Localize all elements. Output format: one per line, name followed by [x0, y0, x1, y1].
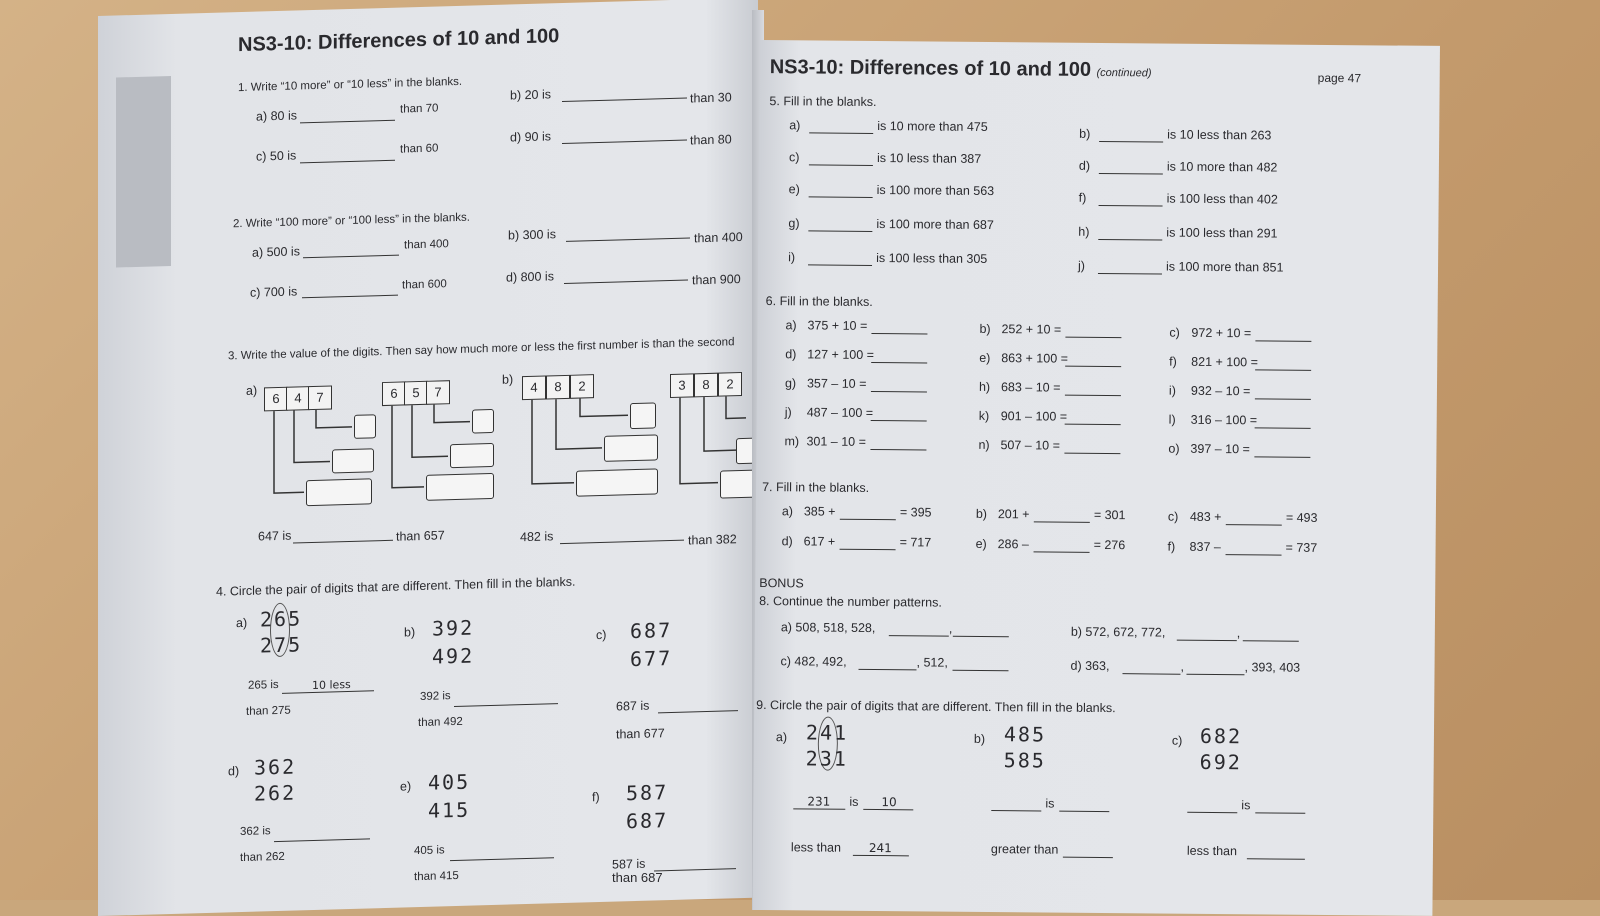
q5-a-text: is 10 more than 475	[877, 119, 988, 134]
q2c-tail: than 600	[402, 278, 447, 291]
q6-m-label: m)	[784, 434, 799, 448]
q7-e-start: 286 –	[998, 537, 1029, 551]
q7-instruction: 7. Fill in the blanks.	[762, 480, 869, 495]
q7-a-start: 385 +	[804, 504, 836, 518]
q3-line1-start: 647 is	[258, 529, 291, 544]
q8d-blank-1[interactable]	[1122, 673, 1180, 675]
continued-label: (continued)	[1096, 67, 1151, 79]
q5-f-label: f)	[1079, 191, 1087, 205]
q6-h-expr: 683 – 10 =	[1001, 380, 1061, 395]
q5-c-blank[interactable]	[809, 164, 873, 166]
q4e-tail: than 415	[414, 870, 459, 883]
q5-b-text: is 10 less than 263	[1167, 128, 1271, 143]
q9c-label: c)	[1172, 734, 1183, 748]
q9b-label: b)	[974, 732, 985, 746]
q5-j-text: is 100 more than 851	[1166, 260, 1284, 275]
q7-d-label: d)	[782, 534, 793, 548]
q2d-tail: than 900	[692, 272, 741, 287]
q7-c-label: c)	[1168, 510, 1179, 524]
q7-c-start: 483 +	[1190, 510, 1222, 524]
q4b-bottom: 492	[432, 643, 474, 668]
q6-k-blank[interactable]	[1065, 424, 1121, 425]
q5-d-label: d)	[1079, 159, 1090, 173]
q7-d-blank[interactable]	[840, 549, 896, 550]
q6-c-expr: 972 + 10 =	[1191, 326, 1251, 341]
q5-f-text: is 100 less than 402	[1167, 192, 1278, 207]
q8d-comma: ,	[1180, 660, 1184, 674]
q7-b-start: 201 +	[998, 507, 1030, 521]
q3-instruction: 3. Write the value of the digits. Then say how much more or less the first number is than the second	[228, 336, 734, 362]
q4b-line: 392 is	[420, 690, 451, 703]
q6-d-blank[interactable]	[871, 362, 927, 363]
q5-b-blank[interactable]	[1099, 141, 1163, 143]
q6-n-label: n)	[978, 438, 989, 452]
q8c-blank-1[interactable]	[859, 669, 917, 671]
q5-e-text: is 100 more than 563	[877, 183, 995, 198]
q6-m-expr: 301 – 10 =	[806, 434, 866, 449]
q3-line2-start: 482 is	[520, 529, 553, 544]
q4c-bottom: 677	[630, 646, 672, 671]
q4e-label: e)	[400, 779, 411, 793]
q3-line2-end: than 382	[688, 532, 737, 547]
q4e-bottom: 415	[428, 798, 470, 823]
q1b-tail: than 30	[690, 90, 732, 105]
q4d-label: d)	[228, 764, 239, 778]
q7-a-end: = 395	[900, 505, 932, 519]
q3-num1-hundreds: 6	[264, 387, 288, 412]
q6-o-expr: 397 – 10 =	[1190, 442, 1250, 457]
q4e-top: 405	[428, 770, 470, 795]
q6-b-blank[interactable]	[1065, 337, 1121, 338]
q6-f-label: f)	[1169, 355, 1177, 369]
q6-k-label: k)	[979, 409, 990, 423]
page-number: page 47	[1318, 71, 1362, 85]
q4c-line: 687 is	[616, 699, 649, 714]
q6-o-label: o)	[1168, 442, 1179, 456]
q9b-bottom: 585	[1004, 748, 1046, 772]
q6-b-label: b)	[979, 322, 990, 336]
q5-i-blank[interactable]	[808, 264, 872, 266]
q9c-top: 682	[1200, 724, 1242, 748]
q9a-ans1: 231	[807, 794, 830, 808]
q6-g-label: g)	[785, 376, 796, 390]
q3-num4-ones: 2	[718, 372, 742, 397]
q8b-blank-1[interactable]	[1177, 640, 1237, 642]
q1a-label: a) 80 is	[256, 108, 297, 123]
q6-g-expr: 357 – 10 =	[807, 376, 867, 391]
q5-g-text: is 100 more than 687	[876, 217, 994, 232]
q3-num3-hundreds-answer[interactable]	[576, 468, 658, 496]
q5-a-label: a)	[789, 118, 800, 132]
q5-e-blank[interactable]	[809, 196, 873, 198]
q4d-bottom: 262	[254, 780, 296, 805]
q3-num2-ones-answer[interactable]	[472, 409, 494, 434]
q3-num2-ones: 7	[426, 380, 450, 405]
q9a-top: 241	[806, 720, 848, 744]
q6-h-blank[interactable]	[1065, 395, 1121, 396]
q6-n-expr: 507 – 10 =	[1000, 438, 1060, 453]
q7-c-end: = 493	[1286, 511, 1318, 525]
q6-f-expr: 821 + 100 =	[1191, 355, 1258, 370]
q4a-label: a)	[236, 616, 247, 630]
q7-e-blank[interactable]	[1034, 551, 1090, 552]
q4f-bottom: 687	[626, 808, 668, 833]
q7-e-label: e)	[976, 537, 987, 551]
q9a-label: a)	[776, 730, 787, 744]
q7-f-end: = 737	[1286, 541, 1318, 555]
q4e-line: 405 is	[414, 844, 445, 857]
q3a-label: a)	[246, 384, 257, 398]
q4b-tail: than 492	[418, 716, 463, 729]
q4a-bottom: 275	[260, 632, 302, 657]
q4b-blank[interactable]	[454, 703, 558, 707]
q8b-blank-2[interactable]	[1243, 640, 1299, 641]
q4a-line: 265 is	[248, 679, 279, 692]
q8a-blank-2[interactable]	[953, 636, 1009, 637]
q5-d-blank[interactable]	[1099, 173, 1163, 175]
q3-num2-hundreds: 6	[382, 381, 406, 406]
q9b-blank-1[interactable]	[991, 810, 1041, 811]
q3-num3-ones-answer[interactable]	[630, 402, 656, 429]
q7-f-label: f)	[1168, 540, 1176, 554]
q6-e-blank[interactable]	[1065, 366, 1121, 367]
q8c-start: c) 482, 492,	[781, 654, 847, 669]
q3-num1-tens: 4	[286, 386, 310, 411]
q6-l-expr: 316 – 100 =	[1191, 413, 1258, 428]
q4d-line: 362 is	[240, 825, 271, 838]
q7-f-blank[interactable]	[1226, 554, 1282, 555]
q8c-blank-2[interactable]	[953, 670, 1009, 671]
q4d-blank[interactable]	[274, 838, 370, 842]
q9c-tail: less than	[1187, 844, 1237, 858]
q4a-answer: 10 less	[312, 678, 351, 692]
q2c-label: c) 700 is	[250, 284, 297, 299]
q7-e-end: = 276	[1094, 538, 1126, 552]
q9a-ans3: 241	[869, 841, 892, 855]
q3-num1-ones-answer[interactable]	[354, 414, 376, 439]
q7-f-start: 837 –	[1190, 540, 1221, 554]
page-title-right	[770, 56, 1152, 82]
q3-num2-tens-answer[interactable]	[450, 443, 494, 468]
q6-c-blank[interactable]	[1255, 340, 1311, 341]
q8b-comma: ,	[1237, 626, 1241, 640]
q9-instruction: 9. Circle the pair of digits that are different. Then fill in the blanks.	[756, 698, 1116, 715]
q3-num3-hundreds: 4	[522, 375, 546, 400]
q1-instruction: 1. Write “10 more” or “10 less” in the blanks.	[238, 76, 462, 94]
q2d-label: d) 800 is	[506, 269, 554, 284]
bonus-label: BONUS	[759, 576, 804, 590]
q1b-label: b) 20 is	[510, 87, 551, 102]
q3-num3-tens: 8	[546, 375, 570, 400]
q7-d-end: = 717	[900, 535, 932, 549]
q5-h-label: h)	[1078, 225, 1089, 239]
q3-num3-ones: 2	[570, 374, 594, 399]
title-text: NS3-10: Differences of 10 and 100	[770, 56, 1091, 81]
q6-o-blank[interactable]	[1254, 456, 1310, 457]
q6-e-label: e)	[979, 351, 990, 365]
q6-instruction: 6. Fill in the blanks.	[766, 294, 873, 309]
q4c-blank[interactable]	[658, 710, 738, 713]
q6-i-expr: 932 – 10 =	[1191, 384, 1251, 399]
q6-i-label: i)	[1169, 384, 1176, 398]
q5-e-label: e)	[789, 182, 800, 196]
q9b-blank-2[interactable]	[1059, 811, 1109, 812]
q9a-bottom: 231	[806, 746, 848, 770]
q4f-label: f)	[592, 790, 600, 804]
q9a-is: is	[849, 795, 858, 809]
q9a-ans2: 10	[881, 795, 896, 809]
q5-j-blank[interactable]	[1098, 273, 1162, 275]
q3-num1-hundreds-answer[interactable]	[306, 478, 372, 506]
q1c-label: c) 50 is	[256, 148, 296, 163]
q4c-tail: than 677	[616, 726, 665, 741]
q5-h-text: is 100 less than 291	[1166, 226, 1277, 241]
q5-i-text: is 100 less than 305	[876, 251, 987, 266]
q2b-label: b) 300 is	[508, 227, 556, 242]
q8a-comma: ,	[949, 622, 953, 636]
q4e-blank[interactable]	[450, 857, 554, 861]
q7-d-start: 617 +	[804, 534, 836, 548]
q9b-is: is	[1045, 797, 1054, 811]
q9c-is: is	[1241, 798, 1250, 812]
q6-j-blank[interactable]	[871, 420, 927, 421]
q6-l-blank[interactable]	[1255, 427, 1311, 428]
q4a-top: 265	[260, 606, 302, 631]
q4f-tail: than 687	[612, 870, 663, 885]
q1c-tail: than 60	[400, 142, 438, 155]
q5-c-label: c)	[789, 150, 800, 164]
q5-b-label: b)	[1079, 127, 1090, 141]
q3-num2-tens: 5	[404, 381, 428, 406]
q9b-tail: greater than	[991, 842, 1059, 857]
q5-c-text: is 10 less than 387	[877, 151, 981, 166]
q3-num4-tens: 8	[694, 373, 718, 398]
q4c-label: c)	[596, 628, 606, 642]
q5-g-label: g)	[788, 216, 799, 230]
q4-instruction: 4. Circle the pair of digits that are different. Then fill in the blanks.	[216, 575, 575, 599]
q6-k-expr: 901 – 100 =	[1001, 409, 1068, 424]
q7-b-end: = 301	[1094, 508, 1126, 522]
q4f-blank[interactable]	[654, 868, 736, 871]
q2-instruction: 2. Write “100 more” or “100 less” in the blanks.	[233, 212, 470, 231]
q8-instruction: 8. Continue the number patterns.	[759, 594, 942, 610]
q6-a-expr: 375 + 10 =	[807, 318, 867, 333]
q6-a-label: a)	[785, 318, 796, 332]
q1a-tail: than 70	[400, 102, 438, 115]
q8a-blank-1[interactable]	[889, 635, 949, 637]
q6-f-blank[interactable]	[1255, 369, 1311, 370]
q9b-top: 485	[1004, 722, 1046, 746]
q3-num1-tens-answer[interactable]	[332, 448, 374, 473]
q9b-blank-3[interactable]	[1063, 857, 1113, 858]
q6-d-label: d)	[785, 347, 796, 361]
q2b-tail: than 400	[694, 230, 743, 245]
q8b-text: b) 572, 672, 772,	[1071, 625, 1166, 640]
q8d-start: d) 363,	[1070, 659, 1109, 673]
q9c-blank-1[interactable]	[1187, 812, 1237, 813]
q8a-text: a) 508, 518, 528,	[781, 620, 876, 635]
q8d-end: , 393, 403	[1244, 660, 1300, 674]
q7-a-blank[interactable]	[840, 519, 896, 520]
q8c-mid: , 512,	[917, 655, 948, 669]
q6-h-label: h)	[979, 380, 990, 394]
q4d-top: 362	[254, 754, 296, 779]
left-page	[98, 0, 758, 916]
q5-f-blank[interactable]	[1099, 205, 1163, 207]
q7-b-label: b)	[976, 507, 987, 521]
q9c-bottom: 692	[1200, 750, 1242, 774]
q4f-line: 587 is	[612, 857, 645, 872]
q3-num3-tens-answer[interactable]	[604, 434, 658, 462]
q2a-label: a) 500 is	[252, 244, 300, 259]
right-page	[752, 40, 1440, 916]
q5-d-text: is 10 more than 482	[1167, 160, 1278, 175]
q3-num4-hundreds: 3	[670, 373, 694, 398]
page-title: NS3-10: Differences of 10 and 100	[238, 25, 559, 57]
q5-i-label: i)	[788, 250, 795, 264]
q4a-tail: than 275	[246, 705, 291, 718]
q9c-blank-3[interactable]	[1247, 858, 1305, 860]
q5-j-label: j)	[1078, 259, 1085, 273]
q4f-top: 587	[626, 780, 668, 805]
q5-a-blank[interactable]	[809, 132, 873, 134]
q6-e-expr: 863 + 100 =	[1001, 351, 1068, 366]
q4b-label: b)	[404, 625, 415, 639]
q6-j-label: j)	[785, 405, 792, 419]
q4b-top: 392	[432, 615, 474, 640]
q6-i-blank[interactable]	[1255, 398, 1311, 399]
q6-d-expr: 127 + 100 =	[807, 347, 874, 362]
q7-b-blank[interactable]	[1034, 521, 1090, 522]
q6-c-label: c)	[1169, 326, 1180, 340]
q4d-tail: than 262	[240, 851, 285, 864]
q6-g-blank[interactable]	[871, 391, 927, 392]
q8d-blank-2[interactable]	[1186, 674, 1244, 676]
q6-a-blank[interactable]	[871, 333, 927, 334]
q6-n-blank[interactable]	[1064, 453, 1120, 454]
q4c-top: 687	[630, 618, 672, 643]
q9c-blank-2[interactable]	[1255, 812, 1305, 813]
q6-m-blank[interactable]	[870, 449, 926, 450]
q1d-label: d) 90 is	[510, 129, 551, 144]
q1d-tail: than 80	[690, 132, 732, 147]
q6-j-expr: 487 – 100 =	[807, 405, 874, 420]
q2a-tail: than 400	[404, 238, 449, 251]
q6-l-label: l)	[1169, 413, 1176, 427]
q3-num1-ones: 7	[308, 385, 332, 410]
q6-b-expr: 252 + 10 =	[1001, 322, 1061, 337]
q5-h-blank[interactable]	[1098, 239, 1162, 241]
q3b-label: b)	[502, 372, 513, 386]
q7-a-label: a)	[782, 504, 793, 518]
q5-g-blank[interactable]	[808, 230, 872, 232]
q7-c-blank[interactable]	[1226, 524, 1282, 525]
q3-num2-hundreds-answer[interactable]	[426, 473, 494, 501]
q3-line1-end: than 657	[396, 528, 445, 543]
q5-instruction: 5. Fill in the blanks.	[769, 94, 876, 109]
q9a-tail: less than	[791, 840, 841, 854]
